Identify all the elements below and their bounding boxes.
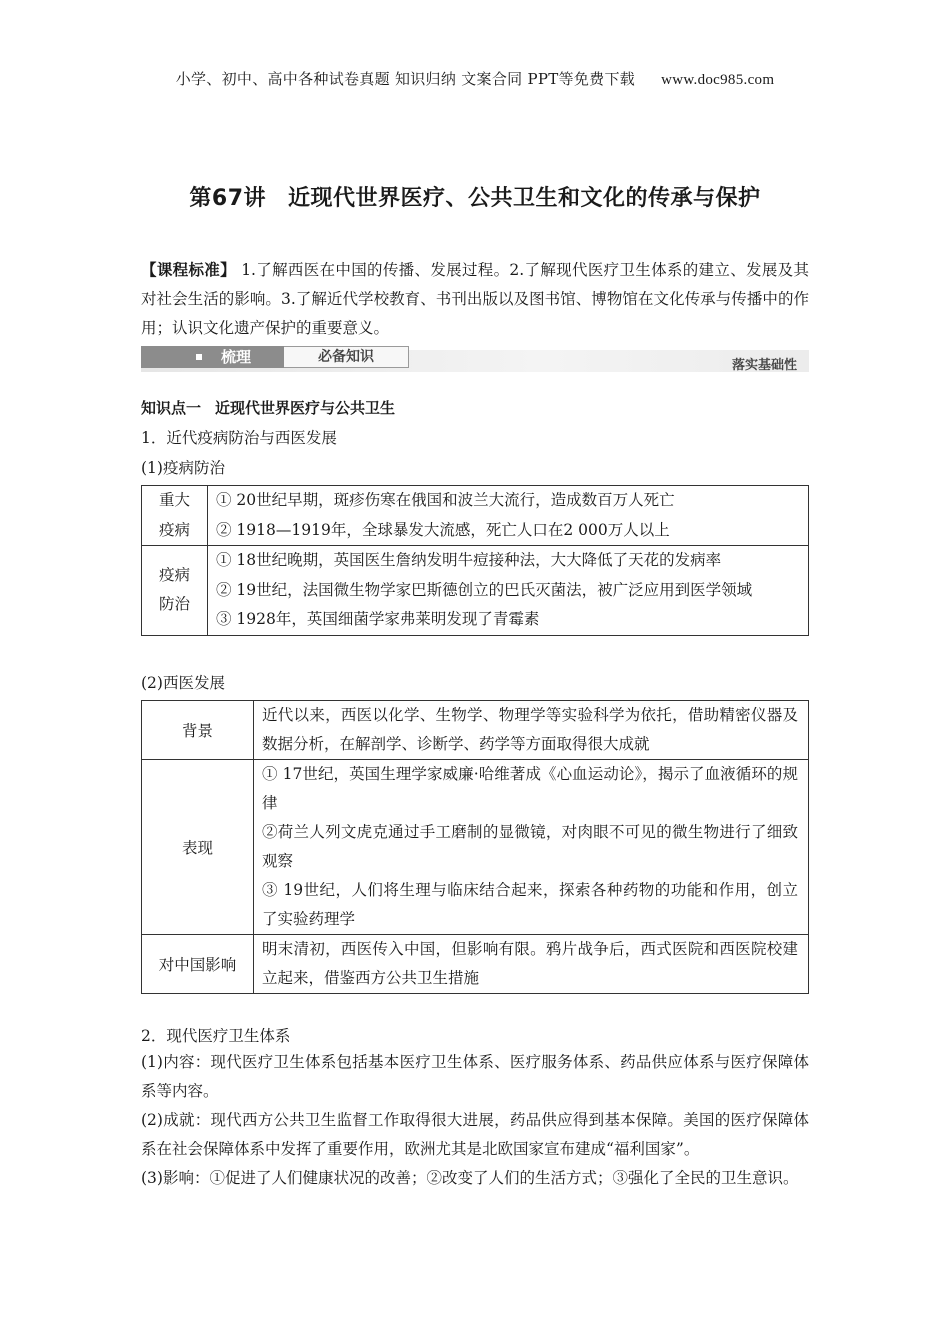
table-row (142, 486, 809, 546)
square-bullet-icon (196, 354, 202, 360)
page-title (0, 181, 950, 212)
lecture-topic: 近现代世界医疗、公共卫生和文化的传承与保护 (288, 186, 761, 211)
cell-line: ② 1918—1919年，全球暴发大流感，死亡人口在2 000万人以上 (216, 520, 670, 539)
table-content-cell (208, 486, 809, 546)
cell-line: 明末清初，西医传入中国，但影响有限。鸦片战争后，西式医院和西医院校建立起来，借鉴西方公共卫生措施 (262, 940, 798, 987)
table-content-cell (254, 701, 809, 760)
banner-middle: 必备知识 (284, 346, 409, 368)
section2-impact: (3)影响：①促进了人们健康状况的改善；②改变了人们的生活方式；③强化了全民的卫生意识。 (141, 1169, 799, 1187)
section2-achievement: (2)成就：现代西方公共卫生监督工作取得很大进展，药品供应得到基本保障。美国的医疗保障体系在社会保障体系中发挥了重要作用，欧洲尤其是北欧国家宣布建成“福利国家”。 (141, 1111, 809, 1158)
header-site: www.doc985.com (661, 72, 775, 88)
cell-line: 防治 (158, 595, 190, 614)
table-header-cell: 表现 (142, 760, 254, 935)
epidemic-table (141, 485, 809, 636)
section1-heading: 1．近代疫病防治与西医发展 (141, 429, 337, 447)
knowledge-point-label: 知识点一 (141, 399, 202, 417)
section1-sub1: (1)疫病防治 (141, 459, 225, 477)
cell-line: ① 17世纪，英国生理学家威廉·哈维著成《心血运动论》，揭示了血液循环的规律 (262, 765, 798, 812)
cell-line: ① 20世纪早期，斑疹伤寒在俄国和波兰大流行，造成数百万人死亡 (216, 491, 675, 509)
table-row (142, 760, 809, 935)
table-header-cell: 背景 (142, 701, 254, 760)
cell-line: ① 18世纪晚期，英国医生詹纳发明牛痘接种法，大大降低了天花的发病率 (216, 551, 722, 569)
table-row (142, 546, 809, 636)
cell-line: 近代以来，西医以化学、生物学、物理学等实验科学为依托，借助精密仪器及数据分析，在解剖学、诊断学、药学等方面取得很大成就 (262, 706, 798, 753)
table-header-cell: 对中国影响 (142, 935, 254, 994)
table-header-cell (142, 486, 208, 546)
knowledge-point-title: 近现代世界医疗与公共卫生 (215, 399, 396, 417)
course-standard (141, 256, 809, 343)
lecture-number: 第67讲 (189, 186, 267, 211)
section2-content: (1)内容：现代医疗卫生体系包括基本医疗卫生体系、医疗服务体系、药品供应体系与医疗保障体系等内容。 (141, 1053, 809, 1100)
knowledge-point-heading (141, 397, 395, 418)
table-header-cell (142, 546, 208, 636)
banner-right: 落实基础性 (731, 358, 797, 373)
cell-line: 重大 (158, 491, 190, 509)
cell-line: 疫病 (158, 565, 190, 584)
western-medicine-table (141, 700, 809, 994)
table-content-cell (208, 546, 809, 636)
cell-line: ② 19世纪，法国微生物学家巴斯德创立的巴氏灭菌法，被广泛应用到医学领域 (216, 580, 753, 599)
cell-line: ②荷兰人列文虎克通过手工磨制的显微镜，对肉眼不可见的微生物进行了细致观察 (262, 823, 798, 870)
section1-sub2: (2)西医发展 (141, 674, 225, 692)
cell-line: ③ 19世纪，人们将生理与临床结合起来，探索各种药物的功能和作用，创立了实验药理学 (262, 881, 798, 928)
table-row (142, 701, 809, 760)
cell-line: 疫病 (158, 520, 190, 539)
header-text: 小学、初中、高中各种试卷真题 知识归纳 文案合同 PPT等免费下载 (175, 70, 636, 88)
course-standard-text: 1.了解西医在中国的传播、发展过程。2.了解现代医疗卫生体系的建立、发展及其对社会生活的影响。3.了解近代学校教育、书刊出版以及图书馆、博物馆在文化传承与传播中的作用；认识文化遗产保护的重要意义。 (141, 261, 809, 337)
table-content-cell (254, 760, 809, 935)
course-standard-tag: 【课程标准】 (141, 261, 236, 279)
section2-heading: 2．现代医疗卫生体系 (141, 1027, 291, 1045)
table-row (142, 935, 809, 994)
section-banner (141, 346, 809, 372)
banner-left (141, 346, 284, 368)
cell-line: ③ 1928年，英国细菌学家弗莱明发现了青霉素 (216, 610, 540, 628)
banner-left-label: 梳理 (221, 348, 252, 366)
page-header (0, 68, 950, 89)
table-content-cell (254, 935, 809, 994)
